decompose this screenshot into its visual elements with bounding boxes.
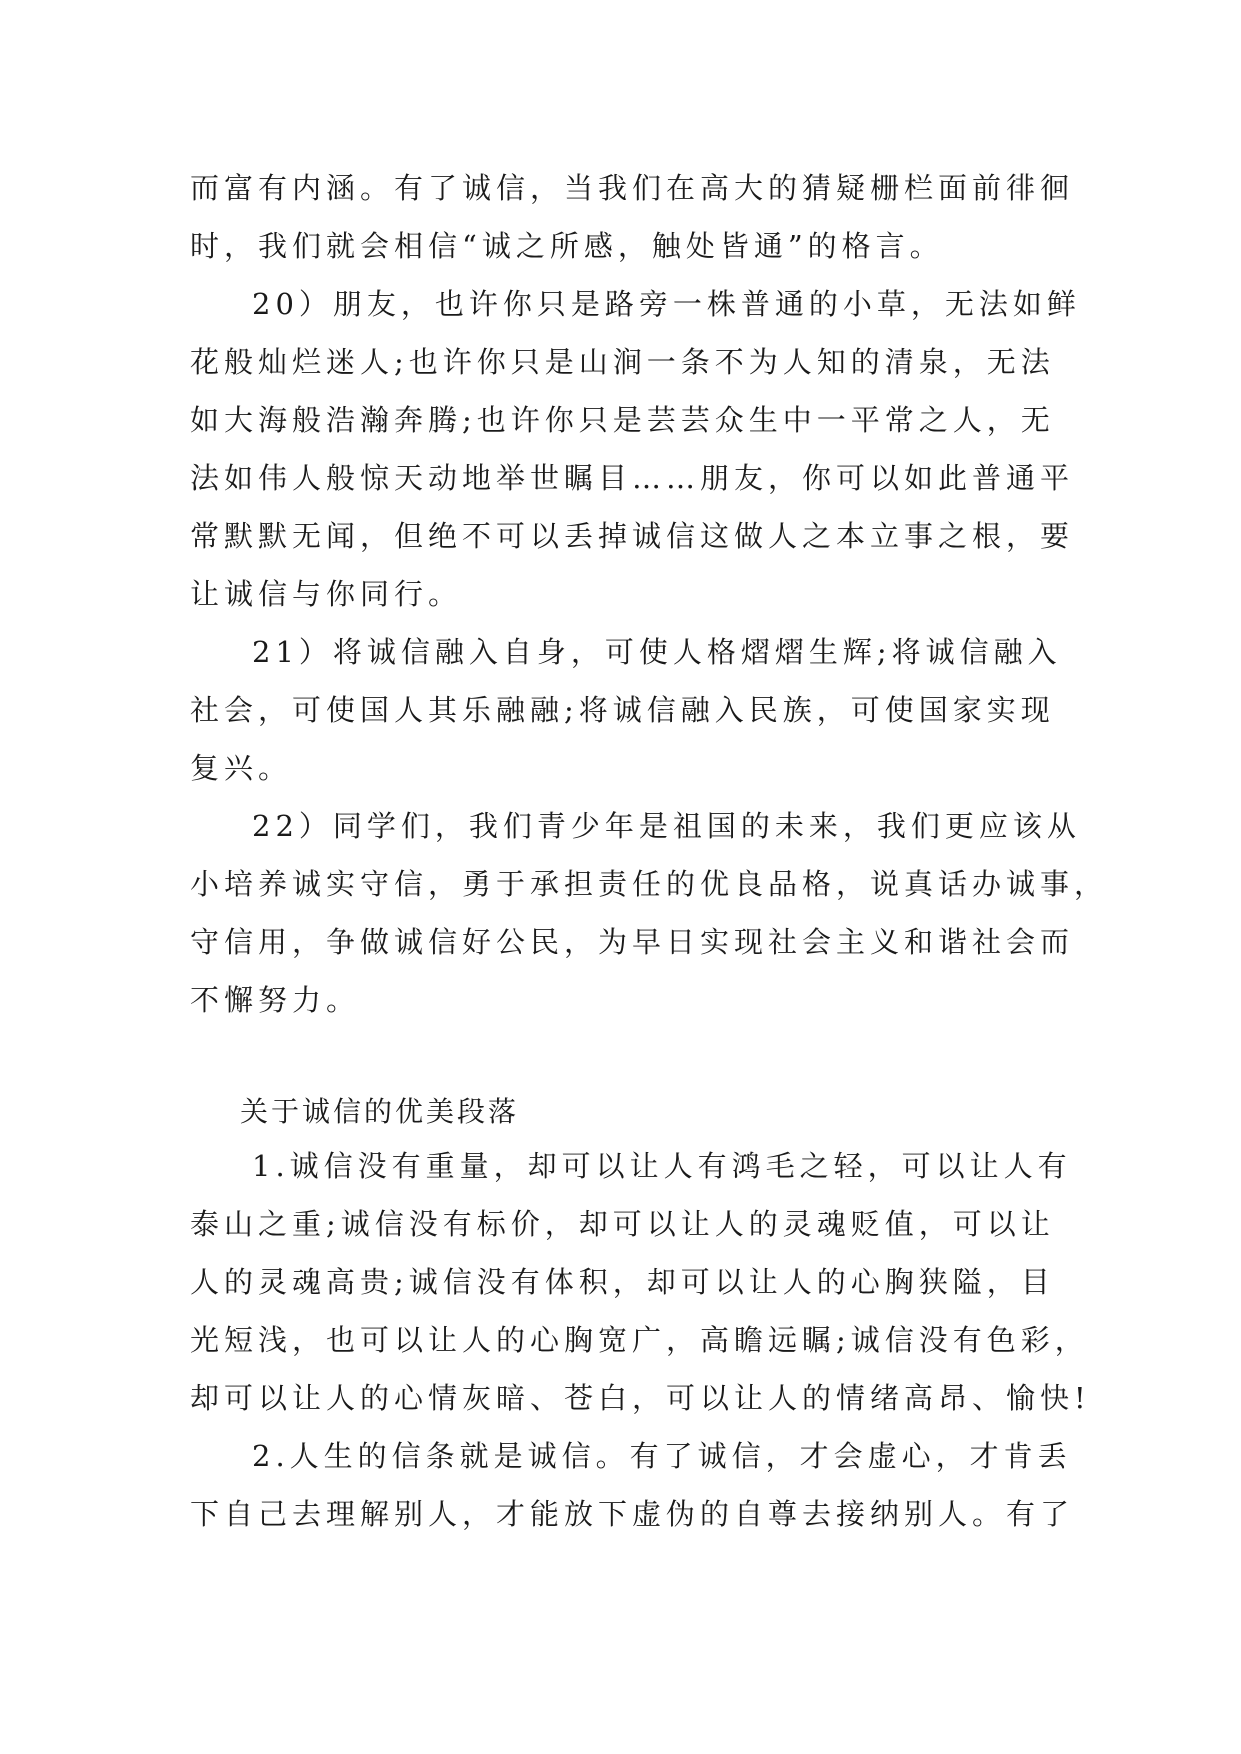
text-line: 如大海般浩瀚奔腾;也许你只是芸芸众生中一平常之人，无: [190, 403, 1055, 437]
paragraph-20-first-line: 20）朋友，也许你只是路旁一株普通的小草，无法如鲜: [252, 287, 1081, 321]
paragraph-22-first-line: 22）同学们，我们青少年是祖国的未来，我们更应该从: [252, 809, 1081, 843]
paragraph-2-first-line: 2.人生的信条就是诚信。有了诚信，才会虚心，才肯丢: [252, 1439, 1072, 1473]
section-heading: 关于诚信的优美段落: [240, 1095, 520, 1128]
text-line: 下自己去理解别人，才能放下虚伪的自尊去接纳别人。有了: [190, 1497, 1075, 1531]
text-line: 不懈努力。: [190, 983, 361, 1017]
text-line: 花般灿烂迷人;也许你只是山涧一条不为人知的清泉，无法: [190, 345, 1055, 379]
text-line: 却可以让人的心情灰暗、苍白，可以让人的情绪高昂、愉快!: [190, 1381, 1091, 1415]
text-line: 泰山之重;诚信没有标价，却可以让人的灵魂贬值，可以让: [190, 1207, 1055, 1241]
text-line: 社会，可使国人其乐融融;将诚信融入民族，可使国家实现: [190, 693, 1055, 727]
text-line: 法如伟人般惊天动地举世瞩目……朋友，你可以如此普通平: [190, 461, 1075, 495]
paragraph-1-first-line: 1.诚信没有重量，却可以让人有鸿毛之轻，可以让人有: [252, 1149, 1072, 1183]
text-line: 小培养诚实守信，勇于承担责任的优良品格，说真话办诚事，: [190, 867, 1109, 901]
text-line: 时，我们就会相信“诚之所感，触处皆通”的格言。: [190, 229, 944, 263]
text-line: 人的灵魂高贵;诚信没有体积，却可以让人的心胸狭隘，目: [190, 1265, 1055, 1299]
paragraph-21-first-line: 21）将诚信融入自身，可使人格熠熠生辉;将诚信融入: [252, 635, 1062, 669]
text-line: 守信用，争做诚信好公民，为早日实现社会主义和谐社会而: [190, 925, 1075, 959]
text-line: 复兴。: [190, 751, 293, 785]
text-line: 常默默无闻，但绝不可以丢掉诚信这做人之本立事之根，要: [190, 519, 1075, 553]
text-line: 让诚信与你同行。: [190, 577, 463, 611]
text-line: 光短浅，也可以让人的心胸宽广，高瞻远瞩;诚信没有色彩，: [190, 1323, 1089, 1357]
text-line: 而富有内涵。有了诚信，当我们在高大的猜疑栅栏面前徘徊: [190, 171, 1075, 205]
